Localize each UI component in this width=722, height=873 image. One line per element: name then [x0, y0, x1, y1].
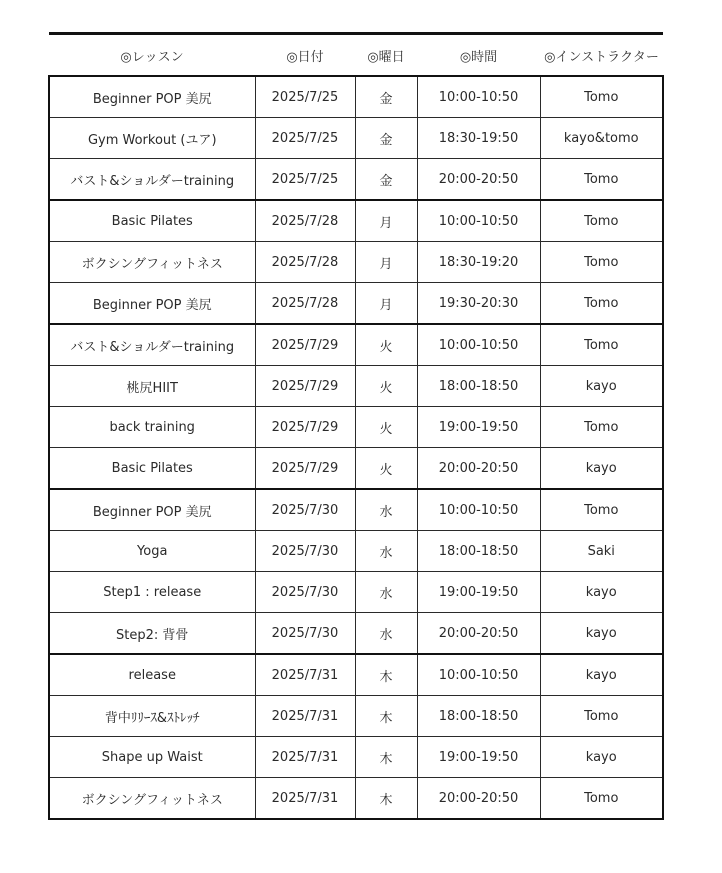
table-row — [49, 654, 663, 696]
table-row — [49, 283, 663, 325]
instructor-cell: kayo — [540, 572, 663, 613]
header-weekday: ◎曜日 — [355, 34, 417, 77]
time-cell: 10:00-10:50 — [417, 324, 540, 366]
time-cell: 18:00-18:50 — [417, 696, 540, 737]
table-row — [49, 118, 663, 159]
date-cell: 2025/7/29 — [255, 407, 355, 448]
instructor-cell: Tomo — [540, 283, 663, 325]
date-cell: 2025/7/25 — [255, 118, 355, 159]
date-cell: 2025/7/29 — [255, 448, 355, 490]
table-row — [49, 366, 663, 407]
weekday-cell: 月 — [355, 200, 417, 242]
weekday-cell: 火 — [355, 324, 417, 366]
time-cell: 20:00-20:50 — [417, 778, 540, 820]
weekday-cell: 木 — [355, 778, 417, 820]
weekday-cell: 水 — [355, 572, 417, 613]
weekday-cell: 月 — [355, 283, 417, 325]
date-cell: 2025/7/30 — [255, 531, 355, 572]
date-cell: 2025/7/31 — [255, 778, 355, 820]
instructor-cell: kayo — [540, 448, 663, 490]
date-cell: 2025/7/31 — [255, 737, 355, 778]
time-cell: 18:00-18:50 — [417, 366, 540, 407]
time-cell: 20:00-20:50 — [417, 159, 540, 201]
lesson-cell: バスト&ショルダーtraining — [49, 159, 255, 201]
lesson-schedule-table — [48, 32, 664, 820]
header-instructor: ◎インストラクター — [540, 34, 663, 77]
table-row — [49, 76, 663, 118]
time-cell: 10:00-10:50 — [417, 76, 540, 118]
lesson-cell: Beginner POP 美尻 — [49, 283, 255, 325]
time-cell: 10:00-10:50 — [417, 489, 540, 531]
date-cell: 2025/7/25 — [255, 159, 355, 201]
lesson-cell: Beginner POP 美尻 — [49, 76, 255, 118]
instructor-cell: Tomo — [540, 242, 663, 283]
lesson-cell: Beginner POP 美尻 — [49, 489, 255, 531]
lesson-cell: 背中ﾘﾘｰｽ&ｽﾄﾚｯﾁ — [49, 696, 255, 737]
lesson-cell: ボクシングフィットネス — [49, 242, 255, 283]
time-cell: 19:00-19:50 — [417, 407, 540, 448]
weekday-cell: 火 — [355, 407, 417, 448]
weekday-cell: 水 — [355, 489, 417, 531]
instructor-cell: Tomo — [540, 696, 663, 737]
lesson-cell: Step2: 背骨 — [49, 613, 255, 655]
table-row — [49, 448, 663, 490]
lesson-cell: Shape up Waist — [49, 737, 255, 778]
instructor-cell: Saki — [540, 531, 663, 572]
time-cell: 18:30-19:50 — [417, 118, 540, 159]
date-cell: 2025/7/29 — [255, 366, 355, 407]
date-cell: 2025/7/30 — [255, 572, 355, 613]
weekday-cell: 水 — [355, 531, 417, 572]
date-cell: 2025/7/31 — [255, 654, 355, 696]
lesson-cell: 桃尻HIIT — [49, 366, 255, 407]
weekday-cell: 金 — [355, 159, 417, 201]
table-row — [49, 242, 663, 283]
table-row — [49, 489, 663, 531]
table-row — [49, 737, 663, 778]
date-cell: 2025/7/28 — [255, 242, 355, 283]
table-row — [49, 613, 663, 655]
table-row — [49, 531, 663, 572]
instructor-cell: Tomo — [540, 324, 663, 366]
table-row — [49, 696, 663, 737]
table-row — [49, 324, 663, 366]
header-time: ◎時間 — [417, 34, 540, 77]
schedule-body — [49, 76, 663, 819]
date-cell: 2025/7/30 — [255, 613, 355, 655]
lesson-cell: back training — [49, 407, 255, 448]
weekday-cell: 木 — [355, 696, 417, 737]
instructor-cell: Tomo — [540, 159, 663, 201]
date-cell: 2025/7/28 — [255, 200, 355, 242]
lesson-cell: ボクシングフィットネス — [49, 778, 255, 820]
date-cell: 2025/7/31 — [255, 696, 355, 737]
lesson-cell: release — [49, 654, 255, 696]
header-lesson: ◎レッスン — [49, 34, 255, 77]
instructor-cell: kayo&tomo — [540, 118, 663, 159]
weekday-cell: 月 — [355, 242, 417, 283]
time-cell: 20:00-20:50 — [417, 448, 540, 490]
table-row — [49, 159, 663, 201]
lesson-cell: バスト&ショルダーtraining — [49, 324, 255, 366]
instructor-cell: Tomo — [540, 778, 663, 820]
time-cell: 19:00-19:50 — [417, 737, 540, 778]
instructor-cell: Tomo — [540, 489, 663, 531]
schedule-header — [49, 34, 663, 77]
instructor-cell: kayo — [540, 654, 663, 696]
time-cell: 10:00-10:50 — [417, 200, 540, 242]
lesson-cell: Yoga — [49, 531, 255, 572]
weekday-cell: 木 — [355, 654, 417, 696]
weekday-cell: 金 — [355, 76, 417, 118]
instructor-cell: kayo — [540, 737, 663, 778]
time-cell: 19:30-20:30 — [417, 283, 540, 325]
header-row — [49, 34, 663, 77]
table-row — [49, 572, 663, 613]
weekday-cell: 金 — [355, 118, 417, 159]
date-cell: 2025/7/28 — [255, 283, 355, 325]
instructor-cell: Tomo — [540, 76, 663, 118]
time-cell: 19:00-19:50 — [417, 572, 540, 613]
weekday-cell: 火 — [355, 448, 417, 490]
table-row — [49, 407, 663, 448]
instructor-cell: Tomo — [540, 407, 663, 448]
table-row — [49, 778, 663, 820]
time-cell: 18:30-19:20 — [417, 242, 540, 283]
header-date: ◎日付 — [255, 34, 355, 77]
instructor-cell: kayo — [540, 613, 663, 655]
time-cell: 10:00-10:50 — [417, 654, 540, 696]
time-cell: 20:00-20:50 — [417, 613, 540, 655]
lesson-cell: Step1 : release — [49, 572, 255, 613]
time-cell: 18:00-18:50 — [417, 531, 540, 572]
date-cell: 2025/7/30 — [255, 489, 355, 531]
weekday-cell: 木 — [355, 737, 417, 778]
date-cell: 2025/7/25 — [255, 76, 355, 118]
instructor-cell: kayo — [540, 366, 663, 407]
lesson-cell: Basic Pilates — [49, 448, 255, 490]
lesson-cell: Basic Pilates — [49, 200, 255, 242]
weekday-cell: 火 — [355, 366, 417, 407]
instructor-cell: Tomo — [540, 200, 663, 242]
weekday-cell: 水 — [355, 613, 417, 655]
lesson-cell: Gym Workout (ユア) — [49, 118, 255, 159]
table-row — [49, 200, 663, 242]
date-cell: 2025/7/29 — [255, 324, 355, 366]
